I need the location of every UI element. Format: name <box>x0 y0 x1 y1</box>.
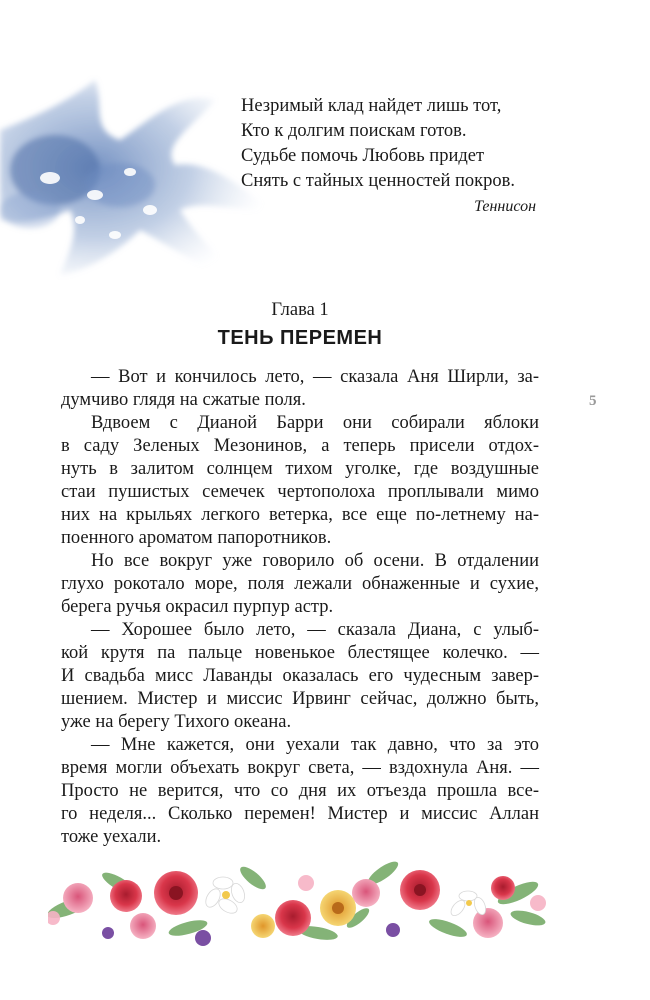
text-line: — Хорошее было лето, — сказала Диана, с улыб- <box>91 620 539 640</box>
text-line: кой крутя па пальце новенькое блестящее колечко. — <box>61 643 539 663</box>
paragraph <box>61 734 539 849</box>
text-line: Но все вокруг уже говорило об осени. В отдалении <box>91 551 539 571</box>
epigraph <box>241 94 541 194</box>
chapter-title: ТЕНЬ ПЕРЕМЕН <box>217 327 383 349</box>
epigraph-author: Теннисон <box>474 198 536 215</box>
flower-garland-illustration <box>48 848 548 956</box>
text-line: стаи пушистых семечек чертополоха проплывали мимо <box>61 482 539 502</box>
text-line: шением. Мистер и миссис Ирвинг сейчас, должно быть, <box>61 689 539 709</box>
text-line: го неделя... Сколько перемен! Мистер и миссис Аллан <box>61 804 539 824</box>
epigraph-line: Незримый клад найдет лишь тот, <box>241 96 502 116</box>
chapter-label: Глава 1 <box>271 300 329 320</box>
text-line: них на крыльях легкого ветерка, все еще по-летнему на- <box>61 505 539 525</box>
text-line: думчиво глядя на сжатые поля. <box>61 390 306 410</box>
epigraph-line: Снять с тайных ценностей покров. <box>241 171 516 191</box>
text-line: тоже уехали. <box>61 827 162 847</box>
chapter-body-text <box>61 366 539 849</box>
epigraph-line: Судьбе помочь Любовь придет <box>241 146 485 166</box>
text-line: время могли объехать вокруг света, — вздохнула Аня. — <box>61 758 539 778</box>
text-line: глухо рокотало море, поля лежали обнаженные и сухие, <box>61 574 539 594</box>
text-line: — Вот и кончилось лето, — сказала Аня Ширли, за- <box>91 367 539 387</box>
paragraph <box>61 550 539 619</box>
text-line: нуть в залитом солнцем тихом уголке, где воздушные <box>61 459 539 479</box>
text-line: Вдвоем с Дианой Барри они собирали яблоки <box>91 413 539 433</box>
text-line: берега ручья окрасил пурпур астр. <box>61 597 334 617</box>
text-line: уже на берегу Тихого океана. <box>61 712 292 732</box>
text-line: Просто не верится, что со дня их отъезда прошла все- <box>61 781 539 801</box>
paragraph <box>61 366 539 412</box>
paragraph <box>61 412 539 550</box>
text-line: И свадьба мисс Лаванды оказалась его чудесным завер- <box>61 666 539 686</box>
epigraph-line: Кто к долгим поискам готов. <box>241 121 467 141</box>
text-line: — Мне кажется, они уехали так давно, что за это <box>91 735 539 755</box>
paragraph <box>61 619 539 734</box>
text-line: в саду Зеленых Мезонинов, а теперь присели отдох- <box>61 436 539 456</box>
page-number: 5 <box>589 393 597 409</box>
watercolor-splash-illustration <box>0 60 280 280</box>
text-line: поенного ароматом папоротников. <box>61 528 332 548</box>
